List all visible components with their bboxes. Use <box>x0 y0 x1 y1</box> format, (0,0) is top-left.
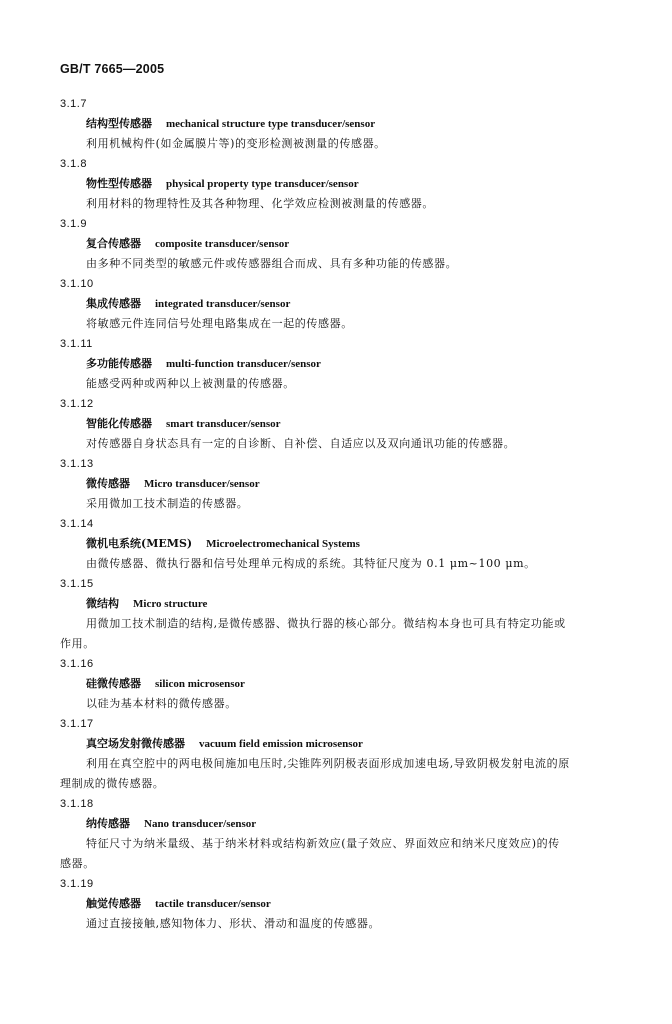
term-chinese: 智能化传感器 <box>86 417 152 430</box>
term-entry <box>0 714 672 794</box>
definition-line: 特征尺寸为纳米量级、基于纳米材料或结构新效应(量子效应、界面效应和纳米尺度效应)的传 <box>86 837 560 850</box>
term-english: Micro structure <box>133 598 208 610</box>
term-entry <box>0 454 672 514</box>
term-definition: 利用机械构件(如金属膜片等)的变形检测被测量的传感器。 <box>86 137 386 150</box>
term-title <box>86 814 672 834</box>
term-definition: 对传感器自身状态具有一定的自诊断、自补偿、自适应以及双向通讯功能的传感器。 <box>86 437 516 450</box>
term-definition: 将敏感元件连同信号处理电路集成在一起的传感器。 <box>86 317 353 330</box>
term-entry <box>0 794 672 874</box>
definition-continuation: 理制成的微传感器。 <box>60 777 165 790</box>
term-definition <box>60 754 636 794</box>
term-definition: 由微传感器、微执行器和信号处理单元构成的系统。其特征尺度为 0.1 μm~100 μm。 <box>86 557 536 570</box>
term-english: integrated transducer/sensor <box>155 298 291 310</box>
term-definition: 通过直接接触,感知物体力、形状、滑动和温度的传感器。 <box>86 917 381 930</box>
term-entry <box>0 394 672 454</box>
term-chinese: 触觉传感器 <box>86 897 141 910</box>
term-number: 3.1.14 <box>60 518 94 530</box>
term-number: 3.1.12 <box>60 398 94 410</box>
definition-line: 用微加工技术制造的结构,是微传感器、微执行器的核心部分。微结构本身也可具有特定功能或 <box>86 617 566 630</box>
term-title <box>86 114 672 134</box>
term-entry <box>0 214 672 274</box>
term-definition: 利用材料的物理特性及其各种物理、化学效应检测被测量的传感器。 <box>86 197 434 210</box>
term-definition: 以硅为基本材料的微传感器。 <box>86 697 237 710</box>
term-chinese: 复合传感器 <box>86 237 141 250</box>
term-english: Nano transducer/sensor <box>144 818 257 830</box>
term-chinese: 物性型传感器 <box>86 177 152 190</box>
term-english: physical property type transducer/sensor <box>166 178 359 190</box>
term-entry <box>0 874 672 934</box>
page-header: GB/T 7665—2005 <box>60 62 165 76</box>
term-chinese: 微结构 <box>86 597 119 610</box>
term-english: tactile transducer/sensor <box>155 898 271 910</box>
term-chinese: 结构型传感器 <box>86 117 152 130</box>
term-number: 3.1.17 <box>60 718 94 730</box>
term-title <box>86 174 672 194</box>
term-chinese: 硅微传感器 <box>86 677 141 690</box>
term-english: composite transducer/sensor <box>155 238 290 250</box>
term-number: 3.1.7 <box>60 98 87 110</box>
term-english: vacuum field emission microsensor <box>199 738 363 750</box>
term-definition: 由多种不同类型的敏感元件或传感器组合而成、具有多种功能的传感器。 <box>86 257 458 270</box>
term-chinese: 真空场发射微传感器 <box>86 737 185 750</box>
term-number: 3.1.13 <box>60 458 94 470</box>
term-definition <box>60 614 636 654</box>
term-number: 3.1.18 <box>60 798 94 810</box>
term-english: multi-function transducer/sensor <box>166 358 321 370</box>
term-title <box>86 294 672 314</box>
term-title <box>86 354 672 374</box>
term-number: 3.1.10 <box>60 278 94 290</box>
term-entry <box>0 274 672 334</box>
term-definition: 采用微加工技术制造的传感器。 <box>86 497 249 510</box>
term-english: mechanical structure type transducer/sensor <box>166 118 376 130</box>
term-number: 3.1.8 <box>60 158 87 170</box>
term-chinese: 集成传感器 <box>86 297 141 310</box>
term-chinese: 纳传感器 <box>86 817 130 830</box>
term-chinese: 多功能传感器 <box>86 357 152 370</box>
term-english: Micro transducer/sensor <box>144 478 260 490</box>
term-title <box>86 534 672 554</box>
term-title <box>86 414 672 434</box>
term-title <box>86 234 672 254</box>
term-number: 3.1.19 <box>60 878 94 890</box>
term-definition <box>60 834 636 874</box>
term-title <box>86 734 672 754</box>
term-entry <box>0 514 672 574</box>
term-number: 3.1.16 <box>60 658 94 670</box>
term-english: silicon microsensor <box>155 678 245 690</box>
definition-continuation: 感器。 <box>60 857 95 870</box>
term-chinese: 微传感器 <box>86 477 130 490</box>
term-title <box>86 674 672 694</box>
term-number: 3.1.9 <box>60 218 87 230</box>
term-chinese: 微机电系统(MEMS) <box>86 537 193 550</box>
definition-line: 利用在真空腔中的两电极间施加电压时,尖锥阵列阴极表面形成加速电场,导致阴极发射电流的原 <box>86 757 570 770</box>
term-definition: 能感受两种或两种以上被测量的传感器。 <box>86 377 295 390</box>
term-number: 3.1.11 <box>60 338 93 350</box>
term-title <box>86 894 672 914</box>
term-list <box>0 94 672 934</box>
term-title <box>86 594 672 614</box>
term-entry <box>0 154 672 214</box>
term-english: smart transducer/sensor <box>166 418 281 430</box>
term-entry <box>0 94 672 154</box>
term-title <box>86 474 672 494</box>
term-entry <box>0 334 672 394</box>
term-entry <box>0 654 672 714</box>
term-english: Microelectromechanical Systems <box>206 538 360 550</box>
term-entry <box>0 574 672 654</box>
term-number: 3.1.15 <box>60 578 94 590</box>
definition-continuation: 作用。 <box>60 637 95 650</box>
